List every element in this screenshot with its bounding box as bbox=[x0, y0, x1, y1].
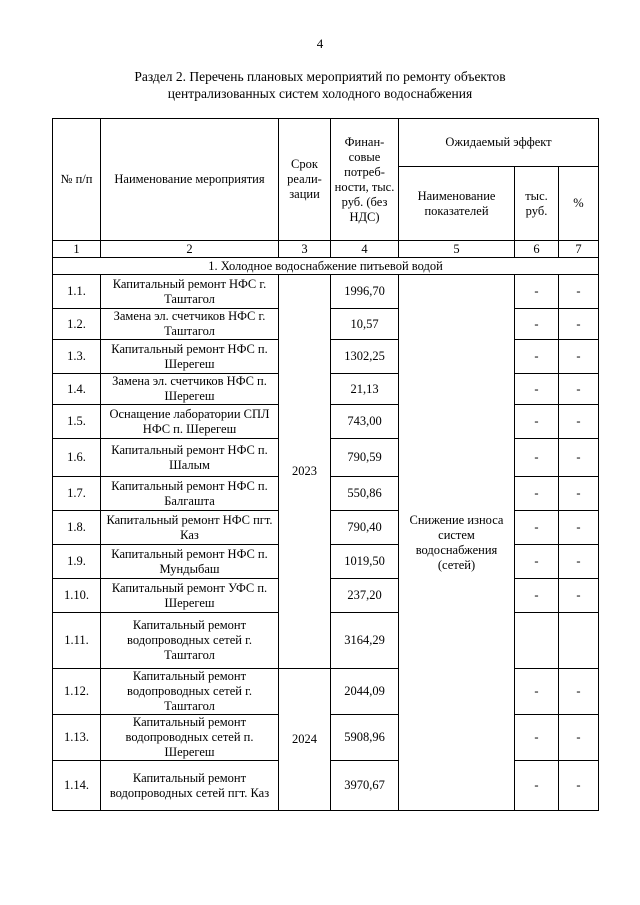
row-name: Замена эл. счетчиков НФС п. Шерегеш bbox=[101, 374, 279, 405]
row-num: 1.11. bbox=[53, 613, 101, 669]
header-indicator: Наименование показателей bbox=[399, 167, 515, 241]
row-cost: 790,59 bbox=[331, 439, 399, 477]
column-number: 1 bbox=[53, 241, 101, 258]
row-thousand-rub: - bbox=[515, 275, 559, 309]
row-thousand-rub bbox=[515, 613, 559, 669]
row-percent: - bbox=[559, 669, 599, 715]
row-name: Замена эл. счетчиков НФС г. Таштагол bbox=[101, 309, 279, 340]
row-percent: - bbox=[559, 374, 599, 405]
row-percent: - bbox=[559, 309, 599, 340]
row-num: 1.2. bbox=[53, 309, 101, 340]
header-num: № п/п bbox=[53, 119, 101, 241]
row-name: Капитальный ремонт НФС п. Шерегеш bbox=[101, 340, 279, 374]
section-title bbox=[60, 68, 580, 102]
row-percent: - bbox=[559, 275, 599, 309]
row-num: 1.13. bbox=[53, 715, 101, 761]
row-percent bbox=[559, 613, 599, 669]
column-number-row bbox=[53, 241, 599, 258]
row-cost: 2044,09 bbox=[331, 669, 399, 715]
row-thousand-rub: - bbox=[515, 340, 559, 374]
row-name: Оснащение лаборатории СПЛ НФС п. Шерегеш bbox=[101, 405, 279, 439]
header-finance: Финан- совые потреб- ности, тыс. руб. (без НДС) bbox=[331, 119, 399, 241]
row-cost: 1019,50 bbox=[331, 545, 399, 579]
row-percent: - bbox=[559, 340, 599, 374]
header-term: Срок реали- зации bbox=[279, 119, 331, 241]
row-name: Капитальный ремонт водопроводных сетей пгт. Каз bbox=[101, 761, 279, 811]
row-name: Капитальный ремонт НФС пгт. Каз bbox=[101, 511, 279, 545]
row-thousand-rub: - bbox=[515, 309, 559, 340]
header-name: Наименование мероприятия bbox=[101, 119, 279, 241]
row-num: 1.5. bbox=[53, 405, 101, 439]
row-num: 1.7. bbox=[53, 477, 101, 511]
section-title-line1: Раздел 2. Перечень плановых мероприятий по ремонту объектов bbox=[134, 69, 506, 84]
row-cost: 237,20 bbox=[331, 579, 399, 613]
row-name: Капитальный ремонт НФС г. Таштагол bbox=[101, 275, 279, 309]
row-cost: 790,40 bbox=[331, 511, 399, 545]
column-number: 2 bbox=[101, 241, 279, 258]
table-row bbox=[53, 669, 599, 715]
row-name: Капитальный ремонт НФС п. Балгашта bbox=[101, 477, 279, 511]
measures-table bbox=[52, 118, 599, 811]
group-row bbox=[53, 258, 599, 275]
row-percent: - bbox=[559, 545, 599, 579]
column-number: 3 bbox=[279, 241, 331, 258]
row-name: Капитальный ремонт НФС п. Мундыбаш bbox=[101, 545, 279, 579]
row-cost: 550,86 bbox=[331, 477, 399, 511]
row-num: 1.4. bbox=[53, 374, 101, 405]
row-name: Капитальный ремонт УФС п. Шерегеш bbox=[101, 579, 279, 613]
row-name: Капитальный ремонт водопроводных сетей п. Шерегеш bbox=[101, 715, 279, 761]
row-thousand-rub: - bbox=[515, 439, 559, 477]
row-thousand-rub: - bbox=[515, 405, 559, 439]
row-cost: 21,13 bbox=[331, 374, 399, 405]
group-title: 1. Холодное водоснабжение питьевой водой bbox=[53, 258, 599, 275]
row-thousand-rub: - bbox=[515, 761, 559, 811]
row-num: 1.1. bbox=[53, 275, 101, 309]
row-percent: - bbox=[559, 579, 599, 613]
table-row bbox=[53, 275, 599, 309]
row-num: 1.10. bbox=[53, 579, 101, 613]
term-2023: 2023 bbox=[279, 275, 331, 669]
column-number: 5 bbox=[399, 241, 515, 258]
row-cost: 1996,70 bbox=[331, 275, 399, 309]
row-cost: 1302,25 bbox=[331, 340, 399, 374]
row-name: Капитальный ремонт водопроводных сетей г. Таштагол bbox=[101, 669, 279, 715]
row-cost: 3970,67 bbox=[331, 761, 399, 811]
row-num: 1.6. bbox=[53, 439, 101, 477]
column-number: 6 bbox=[515, 241, 559, 258]
row-cost: 3164,29 bbox=[331, 613, 399, 669]
row-percent: - bbox=[559, 761, 599, 811]
row-percent: - bbox=[559, 715, 599, 761]
column-number: 4 bbox=[331, 241, 399, 258]
header-percent: % bbox=[559, 167, 599, 241]
row-num: 1.9. bbox=[53, 545, 101, 579]
column-number: 7 bbox=[559, 241, 599, 258]
row-thousand-rub: - bbox=[515, 579, 559, 613]
row-num: 1.8. bbox=[53, 511, 101, 545]
row-num: 1.12. bbox=[53, 669, 101, 715]
row-thousand-rub: - bbox=[515, 374, 559, 405]
row-thousand-rub: - bbox=[515, 715, 559, 761]
header-thousand-rub: тыс. руб. bbox=[515, 167, 559, 241]
header-effect: Ожидаемый эффект bbox=[399, 119, 599, 167]
section-title-line2: централизованных систем холодного водоснабжения bbox=[167, 86, 473, 101]
row-percent: - bbox=[559, 477, 599, 511]
row-cost: 10,57 bbox=[331, 309, 399, 340]
page-number: 4 bbox=[316, 36, 324, 51]
row-num: 1.14. bbox=[53, 761, 101, 811]
row-cost: 743,00 bbox=[331, 405, 399, 439]
row-percent: - bbox=[559, 405, 599, 439]
effect-text: Снижение износа систем водоснабжения (сетей) bbox=[399, 275, 515, 811]
row-thousand-rub: - bbox=[515, 669, 559, 715]
row-thousand-rub: - bbox=[515, 511, 559, 545]
row-thousand-rub: - bbox=[515, 477, 559, 511]
row-thousand-rub: - bbox=[515, 545, 559, 579]
row-name: Капитальный ремонт НФС п. Шалым bbox=[101, 439, 279, 477]
row-cost: 5908,96 bbox=[331, 715, 399, 761]
term-2024: 2024 bbox=[279, 669, 331, 811]
row-num: 1.3. bbox=[53, 340, 101, 374]
row-percent: - bbox=[559, 439, 599, 477]
row-percent: - bbox=[559, 511, 599, 545]
row-name: Капитальный ремонт водопроводных сетей г. Таштагол bbox=[101, 613, 279, 669]
